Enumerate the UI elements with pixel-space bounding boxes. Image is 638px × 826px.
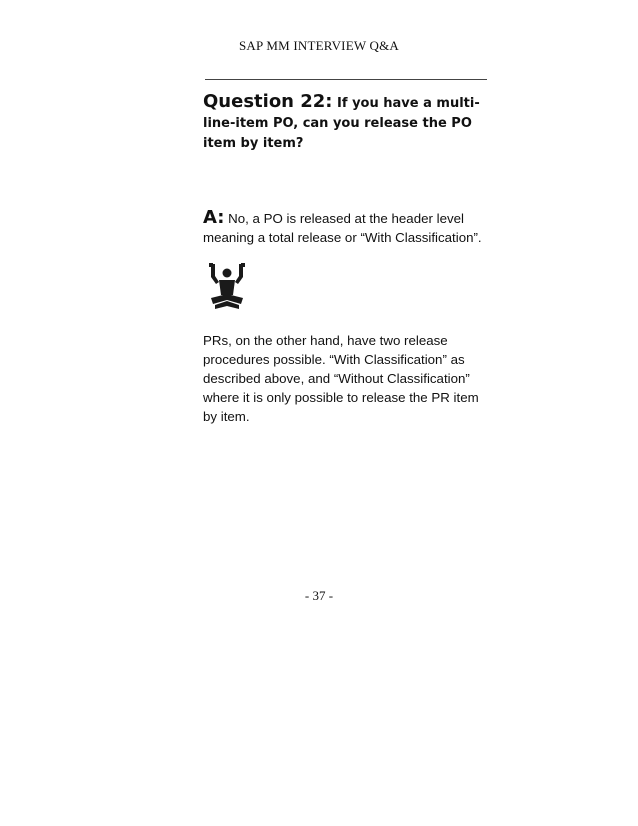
answer-text: No, a PO is released at the header level meaning a total release or “With Classification”. [203,211,482,245]
question-block [203,92,493,154]
answer-block [203,208,503,247]
question-text: If you have a multi-line-item PO, can you release the PO item by item? [203,96,480,151]
seated-figure-arms-raised-icon [205,262,249,312]
body-paragraph: PRs, on the other hand, have two release procedures possible. “With Classification” as described above, and “Without Classification” where it is only possible to release the PR item by item. [203,333,479,424]
header-divider [205,79,487,80]
question-label: Question 22: [203,91,333,112]
page-header: SAP MM INTERVIEW Q&A [238,38,400,53]
answer-label: A: [203,207,225,228]
page-number: - 37 - [304,588,334,603]
